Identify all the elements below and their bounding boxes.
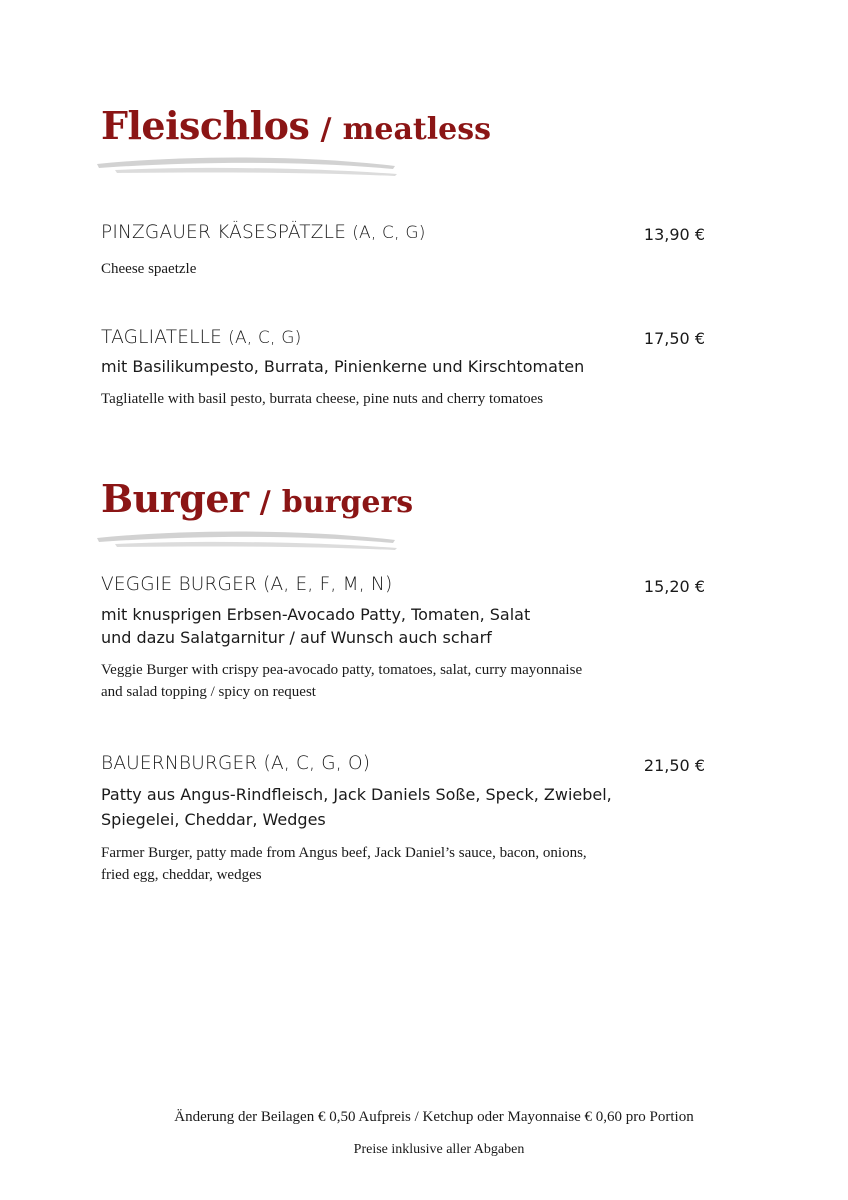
menu-item-desc-de: Spiegelei, Cheddar, Wedges	[101, 810, 326, 829]
menu-item-name	[101, 574, 392, 595]
menu-item-desc-en: Tagliatelle with basil pesto, burrata cheese, pine nuts and cherry tomatoes	[101, 391, 544, 407]
menu-item-name	[101, 753, 370, 774]
item-allergens: (A, C, G)	[352, 223, 426, 243]
item-title: TAGLIATELLE	[101, 327, 223, 348]
footer-note-prices: Preise inklusive aller Abgaben	[353, 1142, 525, 1157]
section-title-fleischlos	[101, 103, 491, 148]
section-title-sub: meatless	[342, 112, 492, 147]
section-title-separator: /	[320, 112, 332, 147]
item-title: VEGGIE BURGER (A, E, F, M, N)	[101, 574, 393, 595]
brush-underline-decoration	[95, 152, 400, 182]
menu-item-desc-en: and salad topping / spicy on request	[101, 684, 316, 700]
menu-item-price: 13,90 €	[643, 225, 705, 244]
menu-item-desc-en: Cheese spaetzle	[101, 261, 197, 277]
footer-note-sides: Änderung der Beilagen € 0,50 Aufpreis / Ketchup oder Mayonnaise € 0,60 pro Portion	[174, 1109, 694, 1125]
menu-item-desc-de: mit knusprigen Erbsen-Avocado Patty, Tomaten, Salat	[101, 605, 531, 624]
menu-item-desc-de: und dazu Salatgarnitur / auf Wunsch auch scharf	[101, 628, 492, 647]
menu-item-price: 15,20 €	[643, 577, 705, 596]
item-allergens: (A, C, G)	[228, 328, 302, 348]
item-title: BAUERNBURGER (A, C, G, O)	[101, 753, 371, 774]
menu-item-desc-en: Veggie Burger with crispy pea-avocado patty, tomatoes, salat, curry mayonnaise	[101, 662, 583, 678]
menu-item-desc-en: fried egg, cheddar, wedges	[101, 867, 262, 883]
item-title: PINZGAUER KÄSESPÄTZLE	[101, 222, 347, 243]
menu-item-desc-en: Farmer Burger, patty made from Angus beef, Jack Daniel’s sauce, bacon, onions,	[101, 845, 587, 861]
menu-item-desc-de: mit Basilikumpesto, Burrata, Pinienkerne und Kirschtomaten	[101, 357, 585, 376]
menu-item-price: 17,50 €	[643, 329, 705, 348]
section-title-burger	[101, 476, 413, 521]
menu-item-price: 21,50 €	[643, 756, 705, 775]
section-title-main: Burger	[101, 476, 249, 521]
menu-item-name	[101, 327, 301, 348]
menu-item-name	[101, 222, 426, 243]
menu-item-desc-de: Patty aus Angus-Rindfleisch, Jack Daniels Soße, Speck, Zwiebel,	[101, 785, 612, 804]
section-title-separator: /	[259, 485, 271, 520]
brush-underline-decoration	[95, 526, 400, 556]
section-title-main: Fleischlos	[101, 103, 310, 148]
section-title-sub: burgers	[281, 485, 414, 520]
